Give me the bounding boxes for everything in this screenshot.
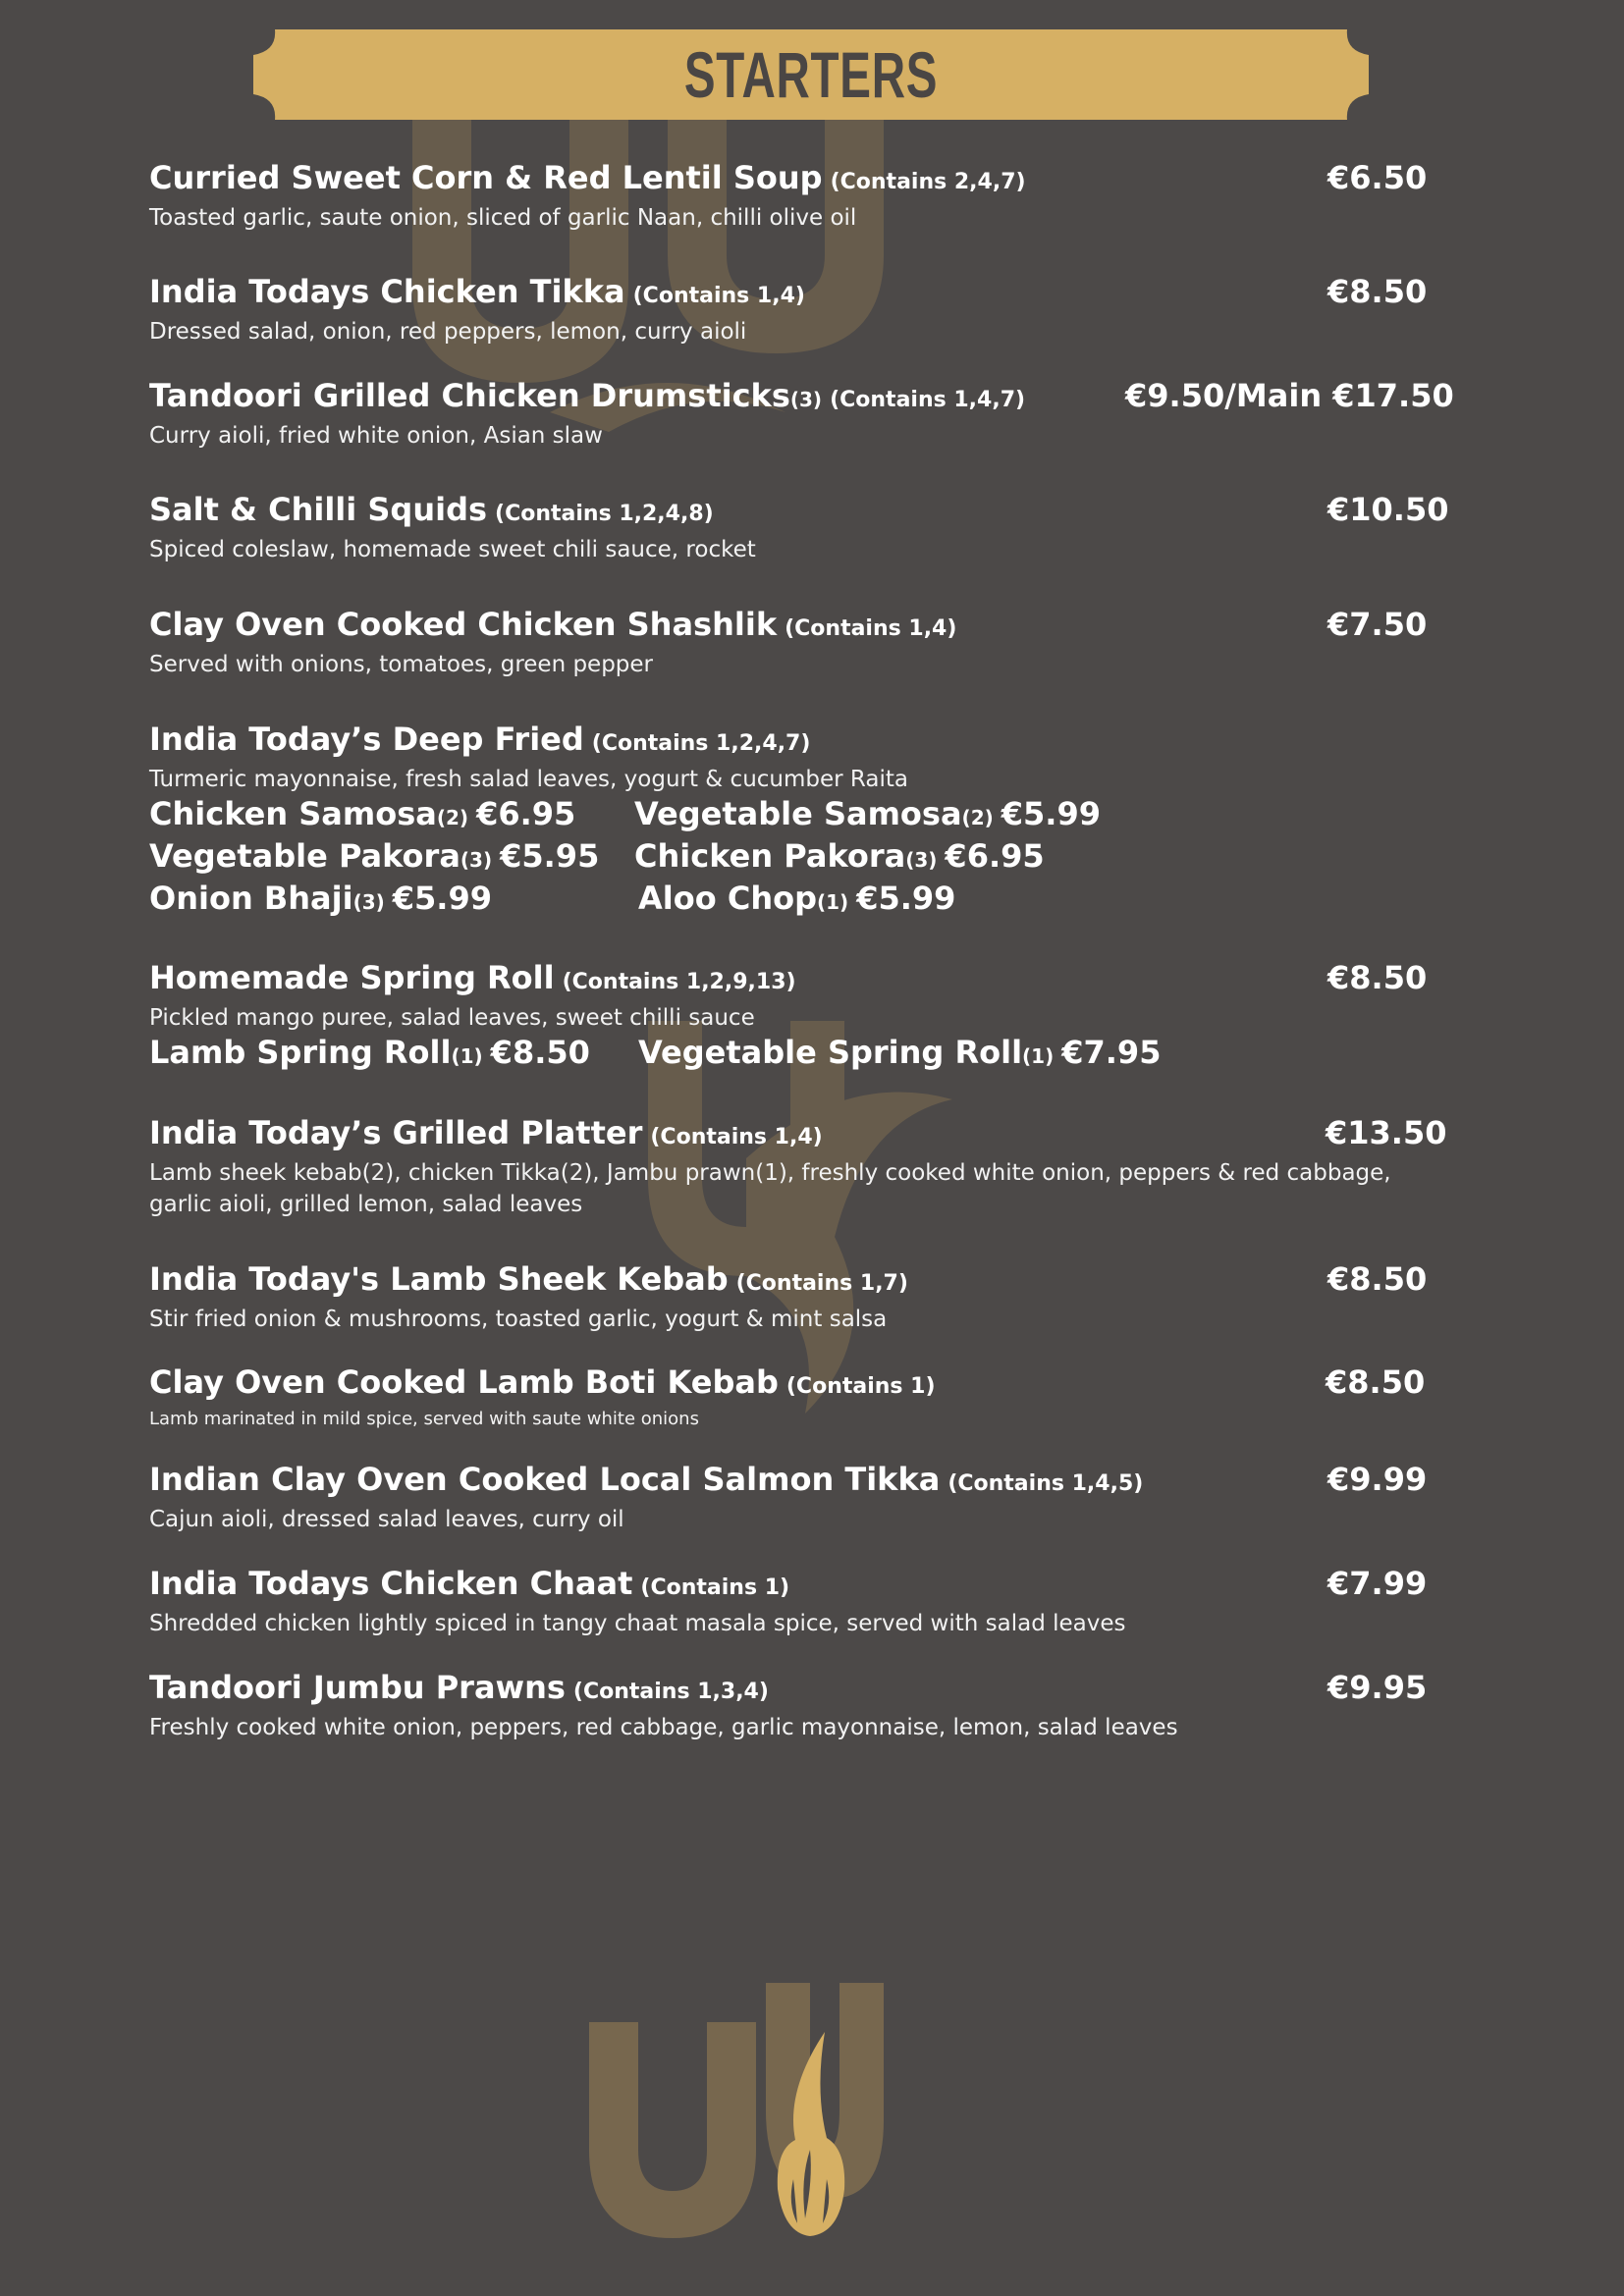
item-description: Stir fried onion & mushrooms, toasted garlic, yogurt & mint salsa [149, 1307, 888, 1332]
menu-item [149, 491, 1455, 565]
item-description: Curry aioli, fried white onion, Asian slaw [149, 423, 603, 449]
menu-item [149, 606, 1455, 680]
menu-item [149, 721, 1455, 922]
item-allergens: (Contains 1,4) [650, 1125, 823, 1149]
variant-list [149, 795, 1455, 922]
item-description: Turmeric mayonnaise, fresh salad leaves, yogurt & cucumber Raita [149, 767, 908, 792]
menu-item [149, 1260, 1455, 1335]
menu-item [149, 1669, 1455, 1743]
menu-item [149, 1565, 1455, 1639]
item-name: India Todays Chicken Chaat [149, 1565, 633, 1602]
item-allergens: (Contains 2,4,7) [830, 170, 1026, 194]
item-price: €9.50/Main €17.50 [1125, 377, 1454, 414]
item-allergens: (Contains 1,4) [632, 284, 805, 308]
item-description: Dressed salad, onion, red peppers, lemon, curry aioli [149, 319, 747, 345]
item-allergens: (Contains 1,2,4,8) [495, 502, 714, 526]
item-price: €7.99 [1327, 1565, 1428, 1602]
item-description: Served with onions, tomatoes, green pepper [149, 652, 654, 677]
item-description: Toasted garlic, saute onion, sliced of garlic Naan, chilli olive oil [149, 205, 857, 231]
item-description: Shredded chicken lightly spiced in tangy chaat masala spice, served with salad leaves [149, 1611, 1126, 1636]
item-name: India Today’s Deep Fried [149, 721, 584, 758]
menu-item [149, 1363, 1455, 1432]
item-price: €6.50 [1327, 159, 1428, 196]
variant-item: Aloo Chop(1) €5.99 [638, 880, 956, 917]
item-allergens: (Contains 1,7) [735, 1271, 908, 1296]
menu-item [149, 377, 1455, 452]
variant-item: Vegetable Pakora(3) €5.95 [149, 837, 600, 875]
item-price: €13.50 [1326, 1114, 1447, 1151]
item-description: Lamb sheek kebab(2), chicken Tikka(2), Jambu prawn(1), freshly cooked white onion, peppers & red cabbage, garlic aioli, grilled lemon, salad leaves [149, 1160, 1391, 1217]
item-price: €8.50 [1326, 1363, 1426, 1401]
variant-item: Onion Bhaji(3) €5.99 [149, 880, 492, 917]
menu-item [149, 1114, 1455, 1220]
item-allergens: (Contains 1,2,4,7) [591, 731, 811, 756]
item-name: India Today’s Grilled Platter [149, 1114, 643, 1151]
variant-item: Chicken Samosa(2) €6.95 [149, 795, 576, 832]
item-allergens: (Contains 1) [640, 1575, 790, 1600]
item-name: Clay Oven Cooked Chicken Shashlik [149, 606, 778, 643]
item-description: Pickled mango puree, salad leaves, sweet chilli sauce [149, 1005, 755, 1031]
item-name: Homemade Spring Roll [149, 959, 555, 996]
item-description: Cajun aioli, dressed salad leaves, curry oil [149, 1507, 624, 1532]
item-name: Tandoori Grilled Chicken Drumsticks [149, 377, 790, 414]
header-banner [253, 29, 1369, 120]
item-name: Tandoori Jumbu Prawns [149, 1669, 566, 1706]
item-allergens: (Contains 1,3,4) [572, 1680, 769, 1704]
item-price: €10.50 [1327, 491, 1449, 528]
item-name: Indian Clay Oven Cooked Local Salmon Tikka [149, 1461, 941, 1498]
variant-item: Vegetable Spring Roll(1) €7.95 [638, 1034, 1162, 1071]
menu-item [149, 159, 1455, 234]
item-name: Curried Sweet Corn & Red Lentil Soup [149, 159, 823, 196]
variant-item: Chicken Pakora(3) €6.95 [634, 837, 1045, 875]
item-allergens: (Contains 1,4) [785, 616, 957, 641]
page-title: STARTERS [683, 38, 939, 111]
item-name: India Todays Chicken Tikka [149, 273, 625, 310]
variant-item: Lamb Spring Roll(1) €8.50 [149, 1034, 590, 1071]
item-price: €8.50 [1327, 959, 1428, 996]
item-quantity: (3) [789, 388, 823, 411]
item-name: Clay Oven Cooked Lamb Boti Kebab [149, 1363, 779, 1401]
item-allergens: (Contains 1,4,7) [830, 388, 1026, 412]
item-price: €9.99 [1327, 1461, 1428, 1498]
variant-item: Vegetable Samosa(2) €5.99 [634, 795, 1101, 832]
item-description: Lamb marinated in mild spice, served with saute white onions [149, 1409, 699, 1429]
menu-item [149, 1461, 1455, 1535]
item-name: Salt & Chilli Squids [149, 491, 488, 528]
menu-item [149, 959, 1455, 1076]
flame-logo-icon [766, 2032, 854, 2238]
variant-list [149, 1034, 1455, 1076]
item-name: India Today's Lamb Sheek Kebab [149, 1260, 729, 1298]
item-allergens: (Contains 1) [785, 1374, 936, 1399]
item-description: Spiced coleslaw, homemade sweet chili sauce, rocket [149, 537, 756, 562]
menu-item [149, 273, 1455, 347]
item-price: €7.50 [1327, 606, 1428, 643]
item-allergens: (Contains 1,4,5) [947, 1471, 1144, 1496]
item-price: €9.95 [1327, 1669, 1428, 1706]
item-price: €8.50 [1327, 1260, 1428, 1298]
item-description: Freshly cooked white onion, peppers, red cabbage, garlic mayonnaise, lemon, salad leaves [149, 1715, 1178, 1740]
item-allergens: (Contains 1,2,9,13) [562, 970, 796, 994]
item-price: €8.50 [1327, 273, 1428, 310]
